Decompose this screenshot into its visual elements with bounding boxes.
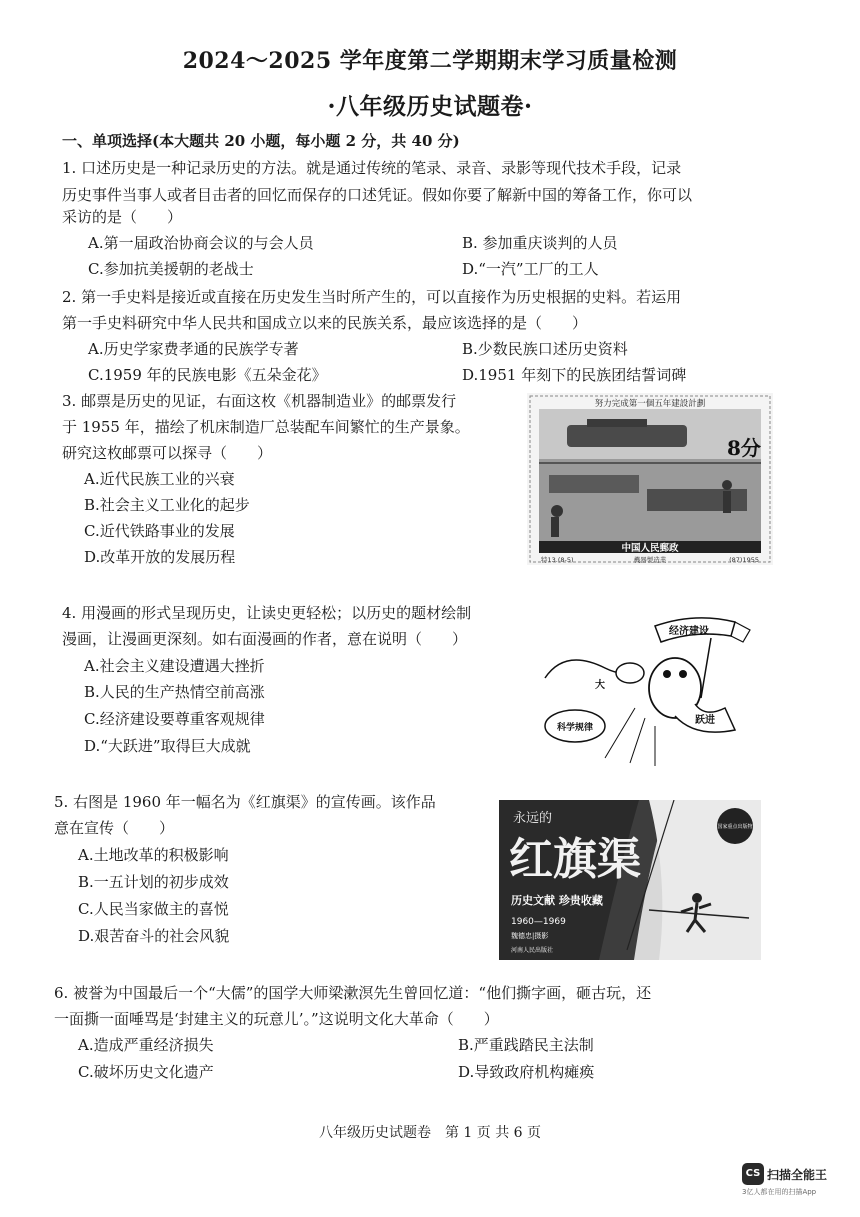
stamp-code-mid: 機器製造業 [633,556,667,564]
cartoon-label-kexue: 科学规律 [556,723,594,733]
question-text-line: 1. 口述历史是一种记录历史的方法。就是通过传统的笔录、录音、录影等现代技术手段，记录 [62,159,682,177]
stamp-code-left: 特13.(8-5) [541,556,574,564]
question-text-line: 一面撕一面唾骂是‘封建主义的玩意儿’。”这说明文化大革命（ ） [54,1010,499,1028]
exam-title: 2024～2025 学年度第二学期期末学习质量检测 [182,48,678,74]
stamp-value: 8分 [727,436,761,460]
poster-publisher: 河南人民出版社 [511,947,554,954]
cartoon-image [535,608,775,768]
option-c: C.参加抗美援朝的老战士 [88,260,254,278]
option-a: A.近代民族工业的兴衰 [84,470,235,488]
poster-years: 1960—1969 [511,917,566,927]
option-a: A.历史学家费孝通的民族学专著 [88,340,299,358]
scanner-watermark [742,1163,852,1197]
scanner-logo-icon: CS [742,1163,764,1185]
section-heading: 一、单项选择(本大题共 20 小题，每小题 2 分，共 40 分) [62,132,460,150]
question-text-line: 第一手史料研究中华人民共和国成立以来的民族关系，最应该选择的是（ ） [62,314,588,332]
option-b: B.严重践踏民主法制 [458,1036,594,1054]
option-d: D.“一汽”工厂的工人 [462,260,599,278]
question-text-line: 采访的是（ ） [62,208,183,226]
scanner-tagline: 3亿人都在用的扫描App [742,1188,817,1196]
option-d: D.改革开放的发展历程 [84,548,236,566]
poster-small-text: 永远的 [513,811,553,826]
question-text-line: 意在宣传（ ） [54,819,175,837]
stamp-image [527,393,773,565]
question-text-line: 3. 邮票是历史的见证，右面这枚《机器制造业》的邮票发行 [62,392,457,410]
cartoon-label-da: 大 [595,680,605,691]
option-a: A.第一届政治协商会议的与会人员 [88,234,314,252]
poster-caption: 历史文献 珍贵收藏 [511,894,603,907]
question-text-line: 研究这枚邮票可以探寻（ ） [62,444,273,462]
option-b: B. 参加重庆谈判的人员 [462,234,618,252]
question-text-line: 漫画，让漫画更深刻。如右面漫画的作者，意在说明（ ） [62,630,468,648]
stamp-top-text: 努力完成第一個五年建設計劃 [594,399,706,409]
option-d: D.导致政府机构瘫痪 [458,1063,595,1081]
question-text-line: 于 1955 年，描绘了机床制造厂总装配车间繁忙的生产景象。 [62,418,470,436]
option-a: A.造成严重经济损失 [78,1036,214,1054]
question-text-line: 历史事件当事人或者目击者的回忆而保存的口述凭证。假如你要了解新中国的筹备工作，你可以 [62,186,693,204]
stamp-bottom-text: 中国人民郵政 [621,543,679,554]
poster-image [499,800,761,960]
question-text-line: 4. 用漫画的形式呈现历史，让读史更轻松；以历史的题材绘制 [62,604,472,622]
option-b: B.少数民族口述历史资料 [462,340,628,358]
option-c: C.破坏历史文化遗产 [78,1063,214,1081]
poster-big-text: 红旗渠 [509,834,641,885]
option-d: D.1951 年刻下的民族团结誓词碑 [462,366,687,384]
question-text-line: 2. 第一手史料是接近或直接在历史发生当时所产生的，可以直接作为历史根据的史料。若运用 [62,288,682,306]
cartoon-label-yuejin: 跃进 [695,715,715,726]
poster-badge: 国家重点出版物 [717,824,753,830]
option-c: C.近代铁路事业的发展 [84,522,235,540]
scanner-app-name: 扫描全能王 [767,1167,828,1182]
option-a: A.土地改革的积极影响 [78,846,229,864]
question-text-line: 5. 右图是 1960 年一幅名为《红旗渠》的宣传画。该作品 [54,793,436,811]
poster-author: 魏德忠|摄影 [511,932,549,940]
option-a: A.社会主义建设遭遇大挫折 [84,657,265,675]
question-text-line: 6. 被誉为中国最后一个“大儒”的国学大师梁漱溟先生曾回忆道：“他们撕字画，砸古玩，还 [54,984,652,1002]
option-b: B.人民的生产热情空前高涨 [84,683,265,701]
option-d: D.艰苦奋斗的社会风貌 [78,927,230,945]
exam-subtitle: ·八年级历史试题卷· [327,93,533,120]
page-footer: 八年级历史试题卷 第 1 页 共 6 页 [318,1125,542,1141]
option-c: C.人民当家做主的喜悦 [78,900,229,918]
option-c: C.1959 年的民族电影《五朵金花》 [88,366,327,384]
cartoon-flag-text: 经济建设 [669,626,709,637]
option-b: B.一五计划的初步成效 [78,873,229,891]
option-d: D.“大跃进”取得巨大成就 [84,737,251,755]
option-c: C.经济建设要尊重客观规律 [84,710,265,728]
option-b: B.社会主义工业化的起步 [84,496,250,514]
stamp-code-right: (87)1955 [729,556,759,564]
